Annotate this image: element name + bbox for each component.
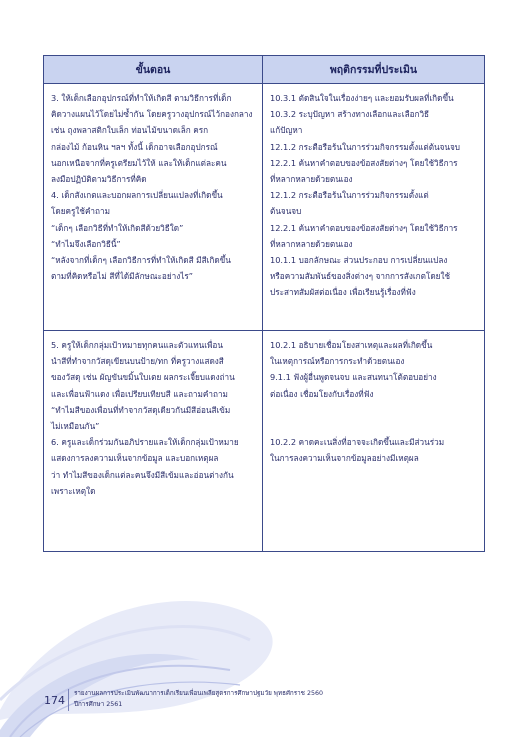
table-row <box>44 331 484 551</box>
cell-line: 5. ครูให้เด็กกลุ่มเป้าหมายทุกคนและตัวแทนเพื่อน <box>51 340 223 350</box>
cell-line: “เด็กๆ เลือกวิธีที่ทำให้เกิดสีด้วยวิธีใด” <box>51 222 184 233</box>
table-row <box>44 84 484 331</box>
cell-line: และเพื่อนฟ้าแดง เพื่อเปรียบเทียบสี และถามคำถาม <box>51 388 228 399</box>
page-number: 174 <box>44 694 65 707</box>
footer-line: รายงานผลการประเมินพัฒนาการเด็กเรียนเพื่อนเพลียสูตรการศึกษาปฐมวัย พุทธศักราช 2560 <box>74 690 323 697</box>
footer-text <box>74 688 323 710</box>
cell-line: ต่อเนื่อง เชื่อมโยงกับเรื่องที่ฟัง <box>270 388 374 399</box>
cell-line: ที่หลากหลายด้วยตนเอง <box>270 238 353 249</box>
cell-line: 12.2.1 ค้นหาคำตอบของข้อสงสัยต่างๆ โดยใช้วิธีการ <box>270 222 458 233</box>
cell-line: นอกเหนือจากที่ครูเตรียมไว้ให้ และให้เด็กแต่ละคน <box>51 157 227 168</box>
cell-line: แก้ปัญหา <box>270 125 303 136</box>
cell-line: ตามที่คิดหรือไม่ สีที่ได้มีลักษณะอย่างไร” <box>51 271 193 282</box>
cell-line: ไม่เหมือนกัน” <box>51 421 100 432</box>
cell-line: 4. เด็กสังเกตและบอกผลการเปลี่ยนแปลงที่เกิดขึ้น <box>51 190 223 201</box>
cell-line: 10.2.1 อธิบายเชื่อมโยงสาเหตุและผลที่เกิดขึ้น <box>270 340 433 350</box>
assessment-table <box>43 55 485 552</box>
cell-line: 10.2.2 คาดคะเนสิ่งที่อาจจะเกิดขึ้นและมีส่วนร่วม <box>270 436 445 447</box>
cell-line: คิดวางแผนไว้โดยไม่ซ้ำกัน โดยครูวางอุปกรณ์ไว้กองกลาง <box>51 109 253 120</box>
decorative-swirl <box>0 560 524 737</box>
cell-line: กล่องไม้ ก้อนหิน ฯลฯ ทั้งนี้ เด็กอาจเลือกอุปกรณ์ <box>51 141 218 152</box>
steps-cell <box>44 84 263 330</box>
cell-line: เช่น ถุงพลาสติกใบเล็ก ท่อนไม้ขนาดเล็ก ครก <box>51 125 209 136</box>
cell-line: ในเหตุการณ์หรือการกระทำด้วยตนเอง <box>270 356 405 367</box>
cell-line: ที่หลากหลายด้วยตนเอง <box>270 174 353 185</box>
cell-line: นำสีที่ทำจากวัสดุเขียนบนป้าย/ทก ที่ครูวางแสดงสี <box>51 356 224 367</box>
cell-line: เพราะเหตุใด <box>51 485 96 496</box>
header-behaviors: พฤติกรรมที่ประเมิน <box>329 64 418 76</box>
cell-line: โดยครูใช้คำถาม <box>51 206 110 217</box>
steps-cell <box>44 331 263 551</box>
cell-line: 10.1.1 บอกลักษณะ ส่วนประกอบ การเปลี่ยนแปลง <box>270 255 448 266</box>
cell-line: แสดงการลงความเห็นจากข้อมูล และบอกเหตุผล <box>51 453 219 464</box>
cell-line: 10.3.1 ตัดสินใจในเรื่องง่ายๆ และยอมรับผลที่เกิดขึ้น <box>270 93 454 103</box>
footer-divider <box>68 689 69 711</box>
cell-line: 3. ให้เด็กเลือกอุปกรณ์ที่ทำให้เกิดสี ตามวิธีการที่เด็ก <box>51 93 232 103</box>
spacer <box>270 402 479 418</box>
behaviors-cell <box>263 84 484 330</box>
cell-line: “ทำไมสีของเพื่อนที่ทำจากวัสดุเดียวกันมีสีอ่อนสีเข้ม <box>51 404 231 415</box>
cell-line: ว่า ทำไมสีของเด็กแต่ละคนจึงมีสีเข้มและอ่อนต่างกัน <box>51 469 234 480</box>
cell-line: “ทำไมจึงเลือกวิธีนี้” <box>51 238 121 249</box>
cell-line: หรือความสัมพันธ์ของสิ่งต่างๆ จากการสังเกตโดยใช้ <box>270 271 451 282</box>
table-header <box>44 56 484 84</box>
cell-line: ในการลงความเห็นจากข้อมูลอย่างมีเหตุผล <box>270 453 419 464</box>
spacer <box>270 418 479 434</box>
cell-line: ต้นจนจบ <box>270 206 302 217</box>
behaviors-cell <box>263 331 484 551</box>
cell-line: ของวัสดุ เช่น ผัญขันขมิ้นใบเตย ผลกระเจี๊ยบแดงถ่าน <box>51 372 235 383</box>
cell-line: 12.1.2 กระตือรือร้นในการร่วมกิจกรรมตั้งแต่ต้นจนจบ <box>270 141 460 152</box>
cell-line: ลงมือปฏิบัติตามวิธีการที่คิด <box>51 174 147 185</box>
cell-line: ประสาทสัมผัสต่อเนื่อง เพื่อเรียนรู้เรื่องที่ฟัง <box>270 287 416 298</box>
footer-line: ปีการศึกษา 2561 <box>74 701 123 708</box>
cell-line: 12.1.2 กระตือรือร้นในการร่วมกิจกรรมตั้งแต่ <box>270 190 429 201</box>
cell-line: 10.3.2 ระบุปัญหา สร้างทางเลือกและเลือกวิธี <box>270 109 430 120</box>
cell-line: 12.2.1 ค้นหาคำตอบของข้อสงสัยต่างๆ โดยใช้วิธีการ <box>270 157 458 168</box>
header-steps: ขั้นตอน <box>44 56 263 83</box>
cell-line: “หลังจากที่เด็กๆ เลือกวิธีการที่ทำให้เกิดสี มีสีเกิดขึ้น <box>51 255 231 266</box>
cell-line: 9.1.1 ฟังผู้อื่นพูดจนจบ และสนทนาโต้ตอบอย่าง <box>270 372 437 383</box>
cell-line: 6. ครูและเด็กร่วมกันอภิปรายและให้เด็กกลุ่มเป้าหมาย <box>51 437 239 448</box>
